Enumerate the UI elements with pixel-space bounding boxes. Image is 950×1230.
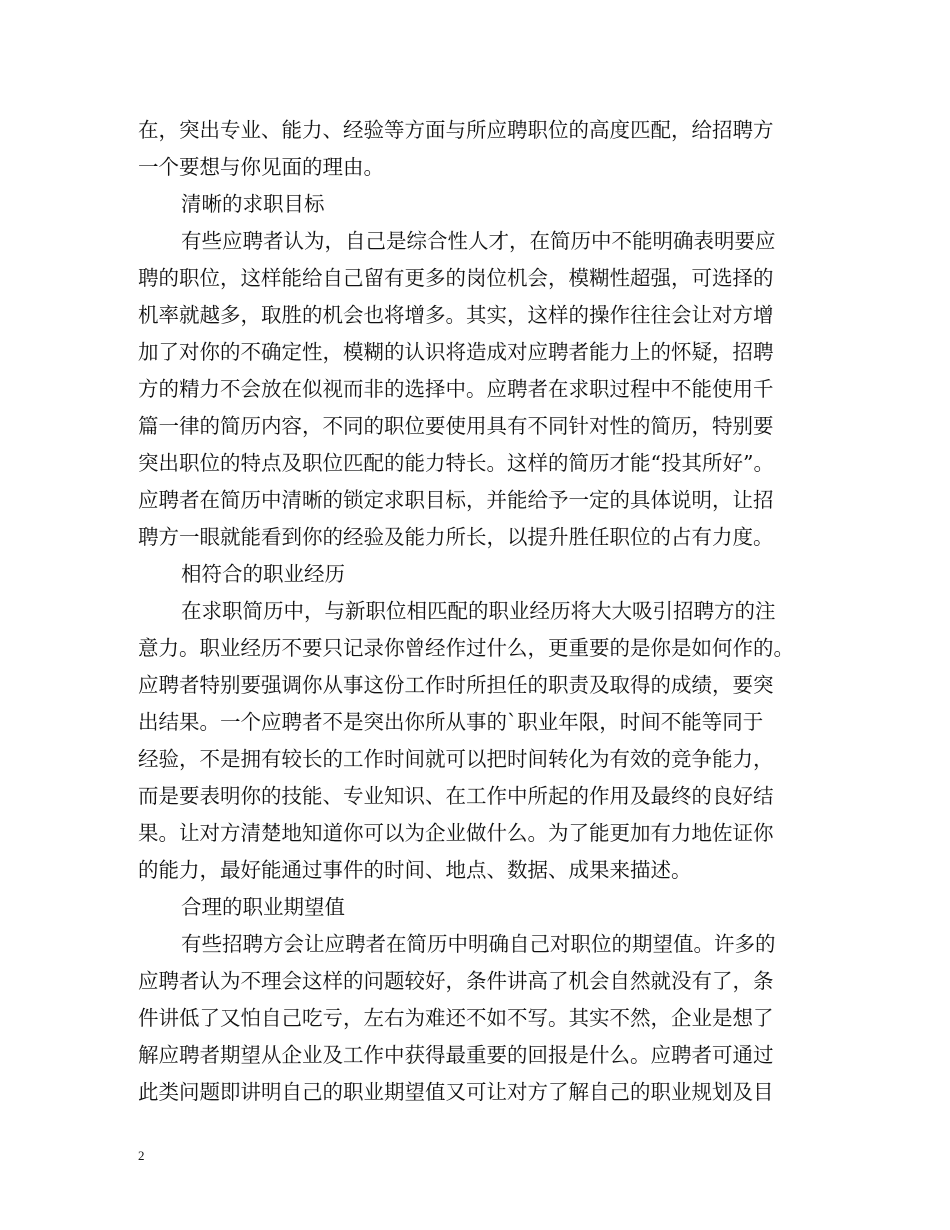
section-heading-clear-goal: 清晰的求职目标: [181, 192, 325, 216]
text-line: 经验，不是拥有较长的工作时间就可以把时间转化为有效的竞争能力，: [138, 747, 774, 771]
text-line: 而是要表明你的技能、专业知识、在工作中所起的作用及最终的良好结: [138, 784, 774, 808]
text-line: 应聘者认为不理会这样的问题较好，条件讲高了机会自然就没有了，条: [138, 969, 774, 993]
text-line: 的能力，最好能通过事件的时间、地点、数据、成果来描述。: [138, 858, 692, 882]
text-line: 突出职位的特点及职位匹配的能力特长。这样的简历才能“投其所好”。: [138, 451, 774, 475]
text-line: 聘方一眼就能看到你的经验及能力所长，以提升胜任职位的占有力度。: [138, 525, 774, 549]
section-heading-matching-experience: 相符合的职业经历: [181, 562, 345, 586]
text-line: 加了对你的不确定性，模糊的认识将造成对应聘者能力上的怀疑，招聘: [138, 340, 774, 364]
text-line: 聘的职位，这样能给自己留有更多的岗位机会，模糊性超强，可选择的: [138, 266, 774, 290]
text-line: 出结果。一个应聘者不是突出你所从事的`职业年限，时间不能等同于: [138, 710, 764, 734]
text-line: 篇一律的简历内容，不同的职位要使用具有不同针对性的简历，特别要: [138, 414, 774, 438]
text-line: 此类问题即讲明自己的职业期望值又可让对方了解自己的职业规划及目: [138, 1080, 774, 1104]
text-line: 在，突出专业、能力、经验等方面与所应聘职位的高度匹配，给招聘方: [138, 118, 774, 142]
text-line: 有些招聘方会让应聘者在简历中明确自己对职位的期望值。许多的: [181, 932, 776, 956]
page-number: 2: [138, 1148, 145, 1163]
text-line: 果。让对方清楚地知道你可以为企业做什么。为了能更加有力地佐证你: [138, 821, 774, 845]
text-line: 件讲低了又怕自己吃亏，左右为难还不如不写。其实不然，企业是想了: [138, 1006, 774, 1030]
section-heading-reasonable-expectation: 合理的职业期望值: [181, 895, 345, 919]
text-line: 一个要想与你见面的理由。: [138, 155, 384, 179]
text-line: 机率就越多，取胜的机会也将增多。其实，这样的操作往往会让对方增: [138, 303, 774, 327]
text-line: 应聘者在简历中清晰的锁定求职目标，并能给予一定的具体说明，让招: [138, 488, 774, 512]
text-line: 在求职简历中，与新职位相匹配的职业经历将大大吸引招聘方的注: [181, 599, 776, 623]
text-line: 方的精力不会放在似视而非的选择中。应聘者在求职过程中不能使用千: [138, 377, 774, 401]
text-line: 意力。职业经历不要只记录你曾经作过什么，更重要的是你是如何作的。: [138, 636, 794, 660]
text-line: 有些应聘者认为，自己是综合性人才，在简历中不能明确表明要应: [181, 229, 776, 253]
text-line: 解应聘者期望从企业及工作中获得最重要的回报是什么。应聘者可通过: [138, 1043, 774, 1067]
text-line: 应聘者特别要强调你从事这份工作时所担任的职责及取得的成绩，要突: [138, 673, 774, 697]
